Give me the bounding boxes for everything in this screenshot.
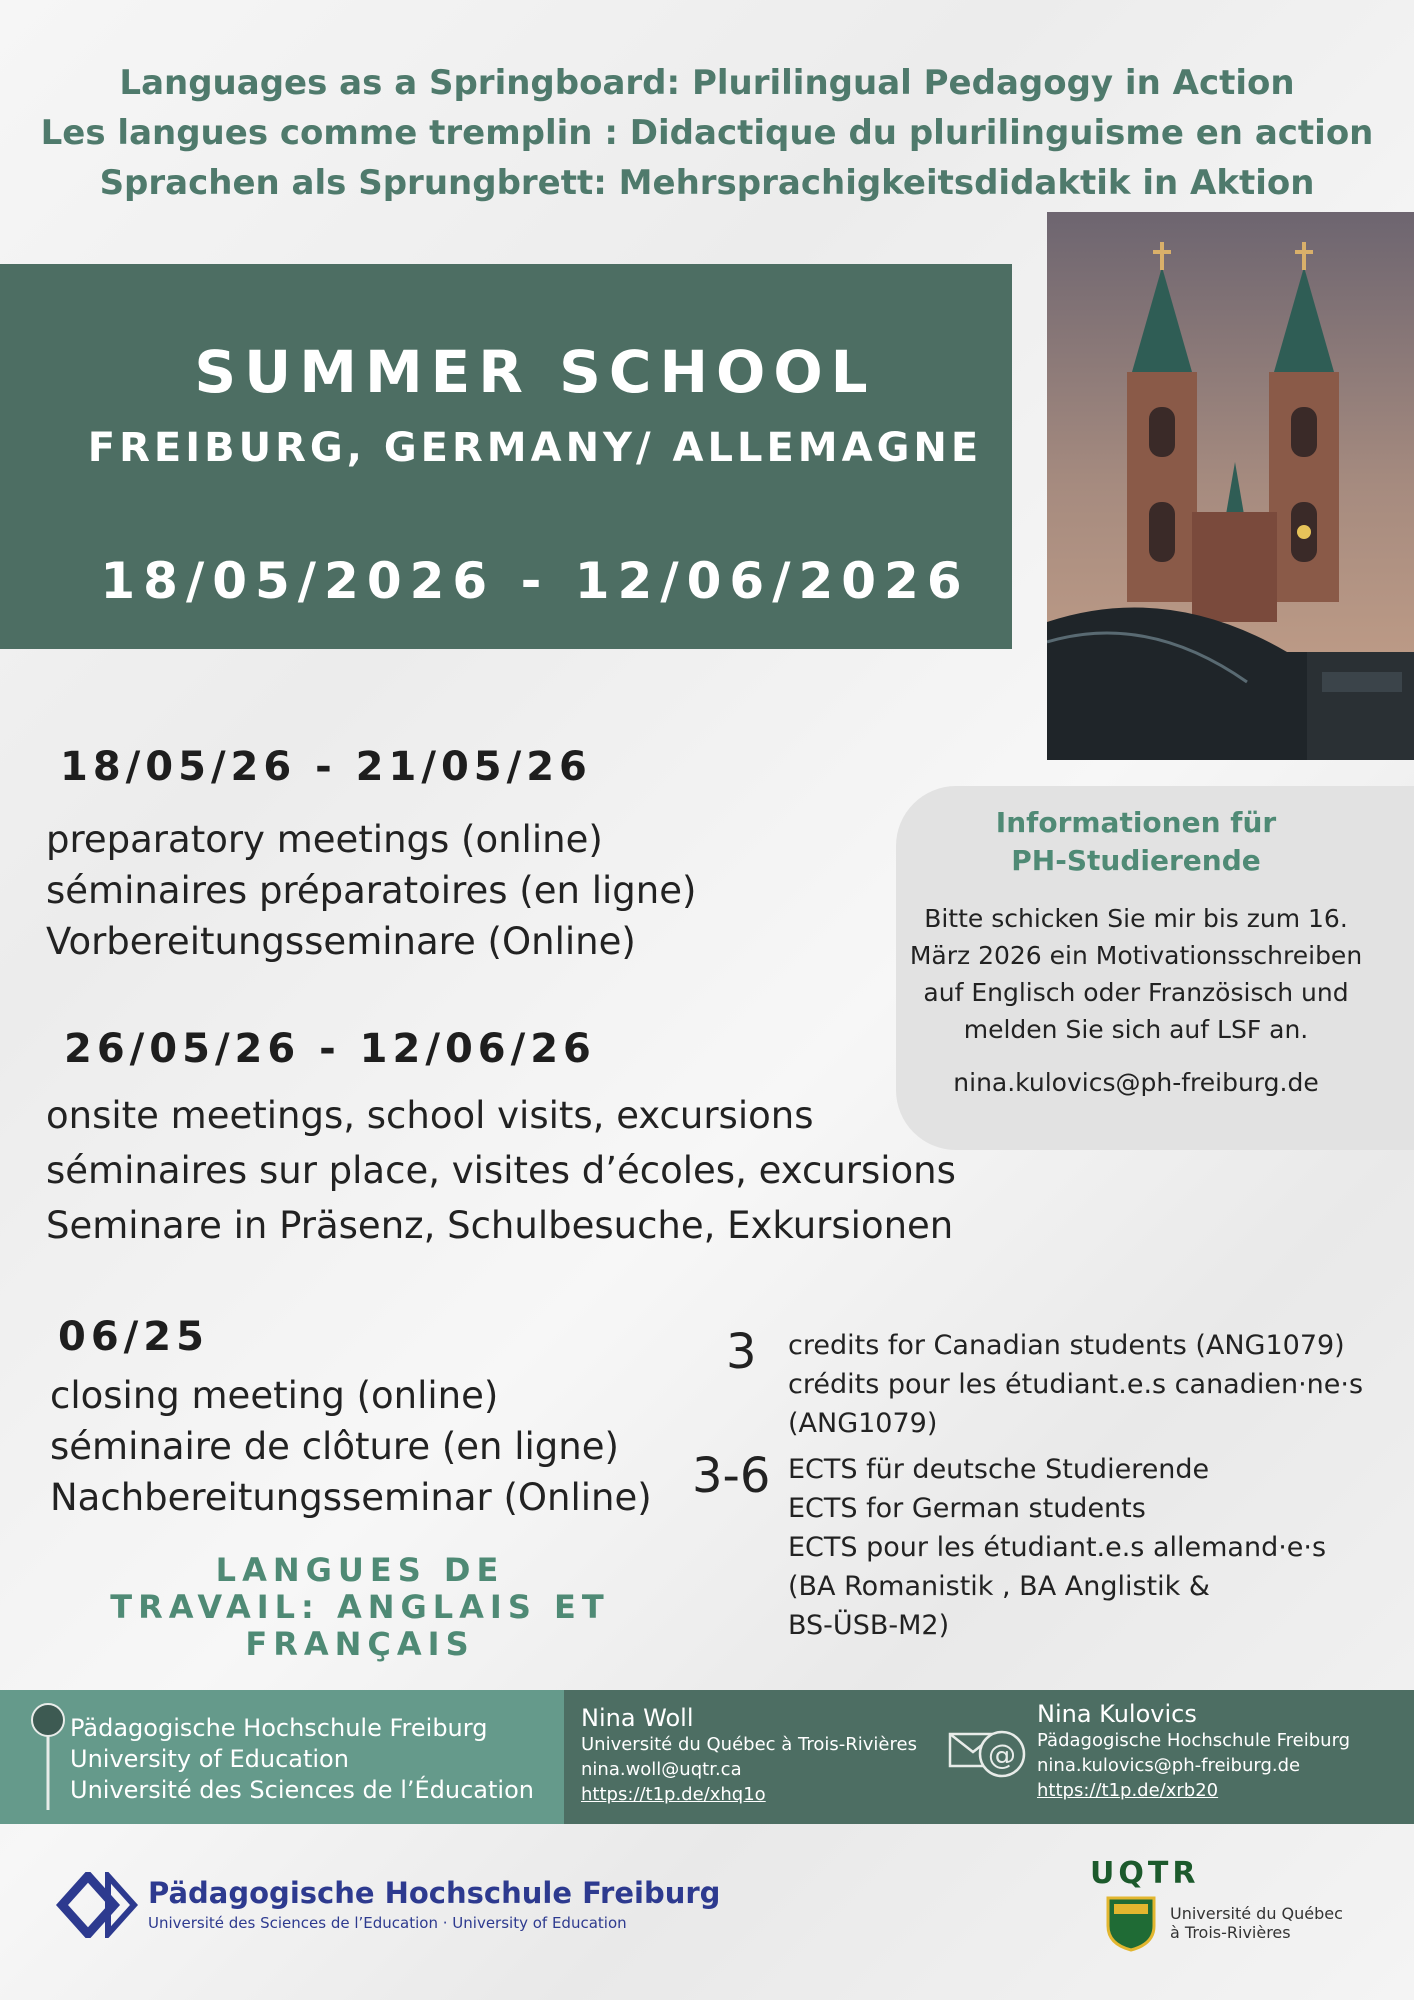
info-email[interactable]: nina.kulovics@ph-freiburg.de xyxy=(953,1068,1319,1097)
info-heading-line-1: Informationen für xyxy=(995,806,1277,839)
email-at-icon xyxy=(946,1722,1030,1790)
info-body-line: Bitte schicken Sie mir bis zum 16. xyxy=(924,904,1348,933)
info-heading-line-2: PH-Studierende xyxy=(1011,844,1261,877)
contact-kulovics xyxy=(1037,1700,1350,1803)
info-body-line: melden Sie sich auf LSF an. xyxy=(963,1015,1309,1044)
uqtr-logo-subtitle xyxy=(1170,1904,1343,1942)
credits-line: ECTS for German students xyxy=(788,1493,1146,1524)
institution-line: Pädagogische Hochschule Freiburg xyxy=(70,1714,488,1742)
schedule-dates-1: 18/05/26 - 21/05/26 xyxy=(60,744,592,790)
contact-email[interactable]: nina.woll@uqtr.ca xyxy=(581,1759,742,1780)
title-de: Sprachen als Sprungbrett: Mehrsprachigkeitsdidaktik in Aktion xyxy=(99,163,1315,203)
languages-line: LANGUES DE xyxy=(215,1551,505,1589)
institution-line: University of Education xyxy=(70,1745,349,1773)
banner-title: SUMMER SCHOOL xyxy=(194,338,876,406)
info-body-line: auf Englisch oder Französisch und xyxy=(923,978,1349,1007)
info-body xyxy=(896,900,1376,1048)
schedule-line: Seminare in Präsenz, Schulbesuche, Exkursionen xyxy=(46,1204,954,1247)
languages-line: FRANÇAIS xyxy=(245,1625,475,1663)
credits-number-1: 3 xyxy=(726,1324,757,1380)
uqtr-subtitle-line: à Trois-Rivières xyxy=(1170,1923,1291,1942)
uqtr-shield-icon xyxy=(1106,1896,1156,1956)
schedule-line: Nachbereitungsseminar (Online) xyxy=(50,1476,652,1519)
contact-woll xyxy=(581,1704,917,1807)
schedule-line: séminaires préparatoires (en ligne) xyxy=(46,869,697,912)
phf-logo-subtitle: Université des Sciences de l’Education · University of Education xyxy=(148,1914,627,1932)
pin-icon xyxy=(28,1702,68,1816)
schedule-block-3 xyxy=(50,1370,652,1523)
contact-org: Université du Québec à Trois-Rivières xyxy=(581,1734,917,1755)
credits-line: (BA Romanistik , BA Anglistik & xyxy=(788,1571,1210,1602)
credits-line: credits for Canadian students (ANG1079) xyxy=(788,1330,1345,1361)
schedule-line: séminaire de clôture (en ligne) xyxy=(50,1425,619,1468)
title-fr: Les langues comme tremplin : Didactique du plurilinguisme en action xyxy=(40,113,1374,153)
schedule-line: Vorbereitungsseminare (Online) xyxy=(46,920,636,963)
title-en: Languages as a Springboard: Plurilingual Pedagogy in Action xyxy=(119,63,1295,103)
banner-location: FREIBURG, GERMANY/ ALLEMAGNE xyxy=(87,425,983,471)
schedule-line: closing meeting (online) xyxy=(50,1374,499,1417)
credits-line: ECTS pour les étudiant.e.s allemand·e·s xyxy=(788,1532,1327,1563)
credits-line: BS-ÜSB-M2) xyxy=(788,1610,950,1641)
credits-number-2: 3-6 xyxy=(692,1448,771,1504)
schedule-dates-2: 26/05/26 - 12/06/26 xyxy=(64,1026,596,1072)
contact-name: Nina Woll xyxy=(581,1704,694,1732)
schedule-dates-3: 06/25 xyxy=(58,1314,209,1360)
church-photo xyxy=(1047,212,1414,760)
languages-line: TRAVAIL: ANGLAIS ET xyxy=(110,1588,610,1626)
institution-line: Université des Sciences de l’Éducation xyxy=(70,1776,534,1804)
contact-name: Nina Kulovics xyxy=(1037,1700,1197,1728)
schedule-line: onsite meetings, school visits, excursions xyxy=(46,1094,814,1137)
contact-link[interactable]: https://t1p.de/xrb20 xyxy=(1037,1780,1219,1801)
info-body-line: März 2026 ein Motivationsschreiben xyxy=(909,941,1363,970)
uqtr-logo-word: UQTR xyxy=(1090,1856,1200,1891)
phf-logo-icon xyxy=(56,1872,138,1942)
info-heading xyxy=(896,804,1376,880)
header-titles xyxy=(0,58,1414,208)
schedule-block-1 xyxy=(46,814,696,967)
phf-logo-name: Pädagogische Hochschule Freiburg xyxy=(148,1876,721,1910)
contact-link[interactable]: https://t1p.de/xhq1o xyxy=(581,1784,766,1805)
schedule-line: séminaires sur place, visites d’écoles, excursions xyxy=(46,1149,956,1192)
credits-line: ECTS für deutsche Studierende xyxy=(788,1454,1210,1485)
credits-line: (ANG1079) xyxy=(788,1408,938,1439)
uqtr-subtitle-line: Université du Québec xyxy=(1170,1904,1343,1923)
contact-email[interactable]: nina.kulovics@ph-freiburg.de xyxy=(1037,1755,1301,1776)
credits-block-1 xyxy=(788,1326,1363,1443)
footer-institution xyxy=(70,1713,534,1806)
schedule-line: preparatory meetings (online) xyxy=(46,818,603,861)
contact-org: Pädagogische Hochschule Freiburg xyxy=(1037,1730,1351,1751)
svg-text:@: @ xyxy=(988,1738,1016,1771)
schedule-block-2 xyxy=(46,1088,956,1253)
credits-line: crédits pour les étudiant.e.s canadien·ne·s xyxy=(788,1369,1364,1400)
credits-block-2 xyxy=(788,1450,1326,1645)
working-languages xyxy=(100,1552,620,1663)
banner-dates: 18/05/2026 - 12/06/2026 xyxy=(100,552,970,610)
